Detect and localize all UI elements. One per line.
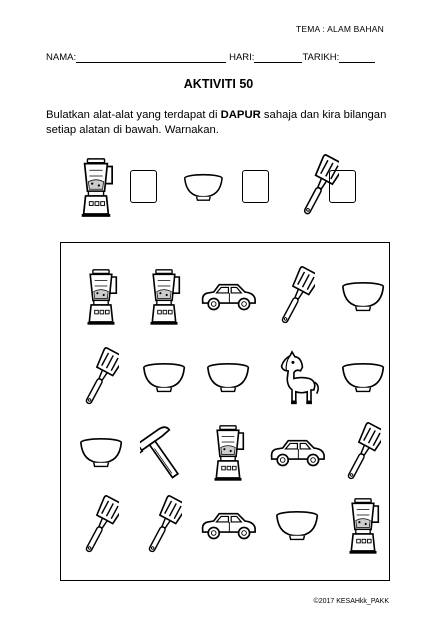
- spatula-icon[interactable]: [279, 266, 315, 329]
- bowl-icon[interactable]: [183, 173, 224, 202]
- name-label: NAMA:: [46, 52, 77, 63]
- theme-label: TEMA : ALAM BAHAN: [296, 24, 384, 34]
- bowl-icon[interactable]: [341, 281, 385, 312]
- hammer-icon[interactable]: [140, 425, 188, 482]
- blender-icon[interactable]: [77, 157, 115, 218]
- car-icon[interactable]: [268, 437, 327, 468]
- blender-icon[interactable]: [83, 268, 119, 326]
- blender-icon[interactable]: [345, 497, 381, 555]
- date-field[interactable]: [339, 53, 375, 63]
- blender-icon[interactable]: [210, 424, 246, 482]
- day-field[interactable]: [254, 53, 302, 63]
- page-title: AKTIVITI 50: [183, 77, 254, 91]
- student-info-fields: [46, 52, 378, 63]
- bowl-icon[interactable]: [341, 362, 385, 393]
- instruction-keyword: DAPUR: [220, 109, 261, 121]
- day-label: HARI:: [229, 52, 255, 63]
- name-field[interactable]: [76, 53, 226, 63]
- instruction-text: Bulatkan alat-alat yang terdapat di DAPUR sahaja dan kira bilangan setiap alatan di bawah. Warnakan.: [46, 109, 387, 136]
- picture-grid: [60, 242, 390, 581]
- answer-box[interactable]: [242, 170, 269, 203]
- bowl-icon[interactable]: [79, 437, 123, 468]
- spatula-icon[interactable]: [83, 495, 119, 558]
- bowl-icon[interactable]: [142, 362, 186, 393]
- date-label: TARIKH:: [302, 52, 340, 63]
- horse-icon[interactable]: [273, 350, 321, 407]
- bowl-icon[interactable]: [206, 362, 250, 393]
- answer-box[interactable]: [329, 170, 356, 203]
- copyright-credit: ©2017 KESAHkk_PAKK: [313, 598, 389, 605]
- spatula-icon[interactable]: [83, 347, 119, 410]
- answer-box[interactable]: [130, 170, 157, 203]
- car-icon[interactable]: [199, 281, 258, 312]
- spatula-icon[interactable]: [345, 422, 381, 485]
- spatula-icon[interactable]: [146, 495, 182, 558]
- car-icon[interactable]: [199, 510, 258, 541]
- bowl-icon[interactable]: [275, 510, 319, 541]
- blender-icon[interactable]: [146, 268, 182, 326]
